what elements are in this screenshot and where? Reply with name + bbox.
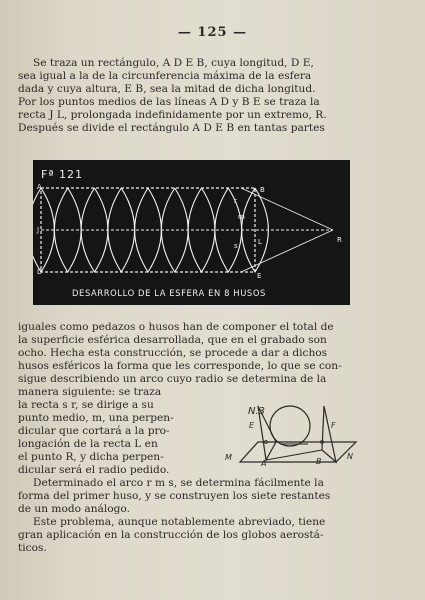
text-line: la superficie esférica desarrollada, que en el grabado son [18,334,327,346]
text-line: ticos. [18,542,47,554]
text-line: Se traza un rectángulo, A D E B, cuya longitud, D E, [33,57,314,69]
text-line: Por los puntos medios de las líneas A D y B E se traza la [18,96,320,108]
text-line: de un modo análogo. [18,503,130,515]
text-line: el punto R, y dicha perpen- [18,451,164,463]
figure-121-sphere-development [33,160,350,305]
text-line: dicular que cortará a la pro- [18,425,170,437]
page-number: — 125 — [177,25,248,40]
point-L: L [258,238,262,246]
text-line: Después se divide el rectángulo A D E B en tantas partes [18,122,325,134]
point-R: R [337,236,342,244]
sphere-gores-diagram [33,160,350,305]
figure-3-label: N.3 [248,406,266,417]
text-line: recta J L, prolongada indefinidamente por un extremo, R. [18,109,327,121]
fig3-point-M: M [225,453,232,462]
point-A: A [37,183,42,191]
point-E: E [257,272,262,280]
point-m: m [238,213,245,221]
text-line: dicular será el radio pedido. [18,464,170,476]
text-line: iguales como pedazos o husos han de componer el total de [18,321,334,333]
text-line: Este problema, aunque notablemente abreviado, tiene [33,516,326,528]
text-line: la recta s r, se dirige a su [18,399,154,411]
text-line: sea igual a la de la circunferencia máxima de la esfera [18,70,312,82]
point-B: B [260,186,265,194]
text-line: ocho. Hecha esta construcción, se procede a dar a dichos [18,347,328,359]
point-r: r [234,197,237,205]
fig3-point-A: A [261,459,267,468]
text-line: husos esféricos la forma que les corresponde, lo que se con- [18,360,342,372]
fig3-point-F: F [331,421,336,430]
point-D: D [37,268,43,276]
text-line: sigue describiendo un arco cuyo radio se determina de la [18,373,327,385]
fig3-point-B: B [316,457,322,466]
point-s: s [234,242,238,250]
text-line: punto medio, m, una perpen- [18,412,174,424]
text-line: dada y cuya altura, E B, sea la mitad de dicha longitud. [18,83,316,95]
fig3-point-N: N [347,452,353,461]
text-line: forma del primer huso, y se construyen los siete restantes [18,490,331,502]
figure-121-label: Fª 121 [41,168,84,181]
text-line: longación de la recta L en [18,438,158,450]
text-line: Determinado el arco r m s, se determina fácilmente la [33,477,324,489]
text-line: gran aplicación en la construcción de los globos aerostá- [18,529,324,541]
point-J: J [37,226,40,234]
figure-121-caption: DESARROLLO DE LA ESFERA EN 8 HUSOS [72,288,266,298]
text-line: manera siguiente: se traza [18,386,162,398]
fig3-point-E: E [249,421,255,430]
